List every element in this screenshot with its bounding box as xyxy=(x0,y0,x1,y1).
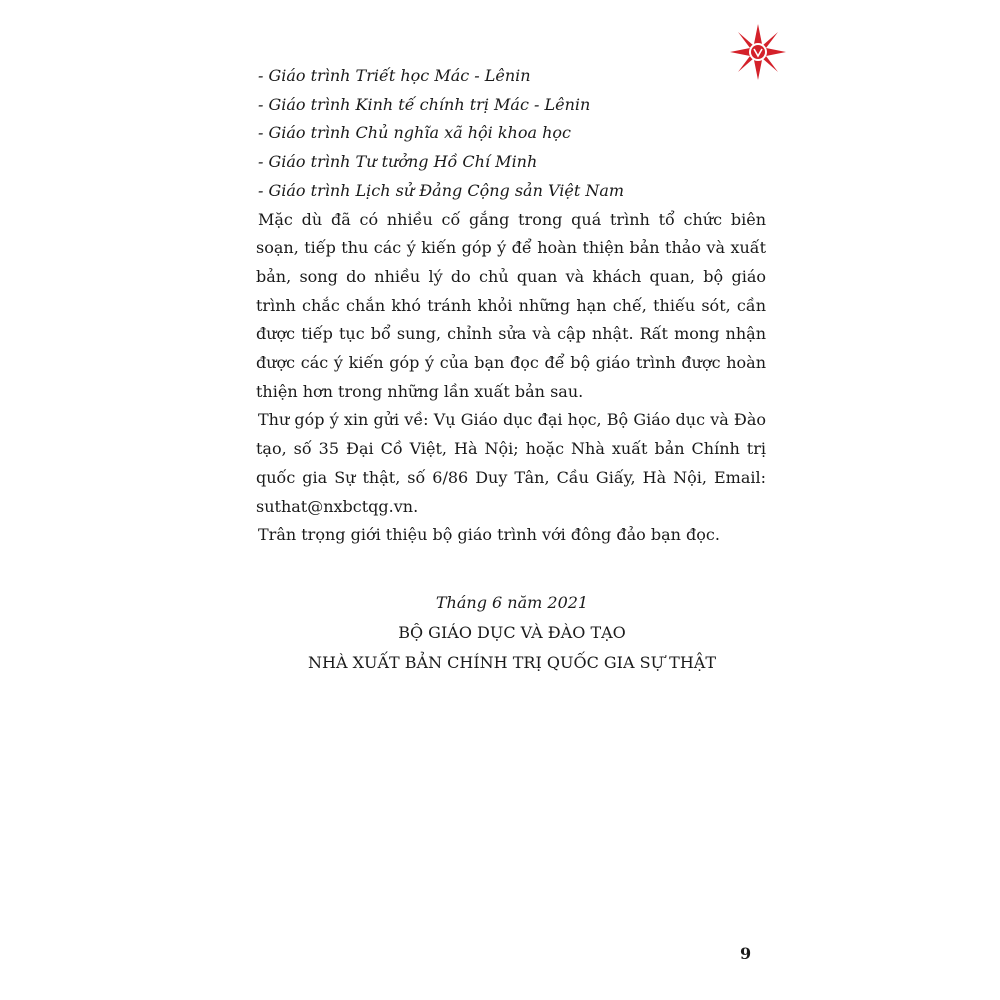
list-item: - Giáo trình Kinh tế chính trị Mác - Lênin xyxy=(258,94,591,114)
paragraph-text: Trân trọng giới thiệu bộ giáo trình với đông đảo bạn đọc. xyxy=(258,525,720,545)
organization-publisher: NHÀ XUẤT BẢN CHÍNH TRỊ QUỐC GIA SỰ THẬT xyxy=(307,653,717,672)
closing-signature xyxy=(258,588,766,678)
list-item: - Giáo trình Lịch sử Đảng Cộng sản Việt Nam xyxy=(258,180,625,200)
paragraph-text: Thư góp ý xin gửi về: Vụ Giáo dục đại học, Bộ Giáo dục và Đào tạo, số 35 Đại Cồ Việt, Hà Nội; hoặc Nhà xuất bản Chính trị quốc gia Sự thật, số 6/86 Duy Tân, Cầu Giấy, Hà Nội, Email: suthat@nxbctqg.vn. xyxy=(256,410,766,516)
paragraph-feedback-note xyxy=(256,206,766,407)
list-item: - Giáo trình Chủ nghĩa xã hội khoa học xyxy=(258,123,572,143)
paragraph-text: Mặc dù đã có nhiều cố gắng trong quá trình tổ chức biên soạn, tiếp thu các ý kiến góp ý để hoàn thiện bản thảo và xuất bản, song do nhiều lý do chủ quan và khách quan, bộ giáo trình chắc chắn khó tránh khỏi những hạn chế, thiếu sót, cần được tiếp tục bổ sung, chỉnh sửa và cập nhật. Rất mong nhận được các ý kiến góp ý của bạn đọc để bộ giáo trình được hoàn thiện hơn trong những lần xuất bản sau. xyxy=(256,209,766,401)
paragraph-contact xyxy=(256,406,766,521)
closing-date: Tháng 6 năm 2021 xyxy=(435,593,589,612)
organization-ministry: BỘ GIÁO DỤC VÀ ĐÀO TẠO xyxy=(398,623,626,642)
list-item: - Giáo trình Triết học Mác - Lênin xyxy=(258,66,531,85)
list-item: - Giáo trình Tư tưởng Hồ Chí Minh xyxy=(258,152,538,172)
page-number: 9 xyxy=(740,944,752,963)
paragraph-introduction xyxy=(256,521,766,550)
main-text xyxy=(258,62,766,550)
